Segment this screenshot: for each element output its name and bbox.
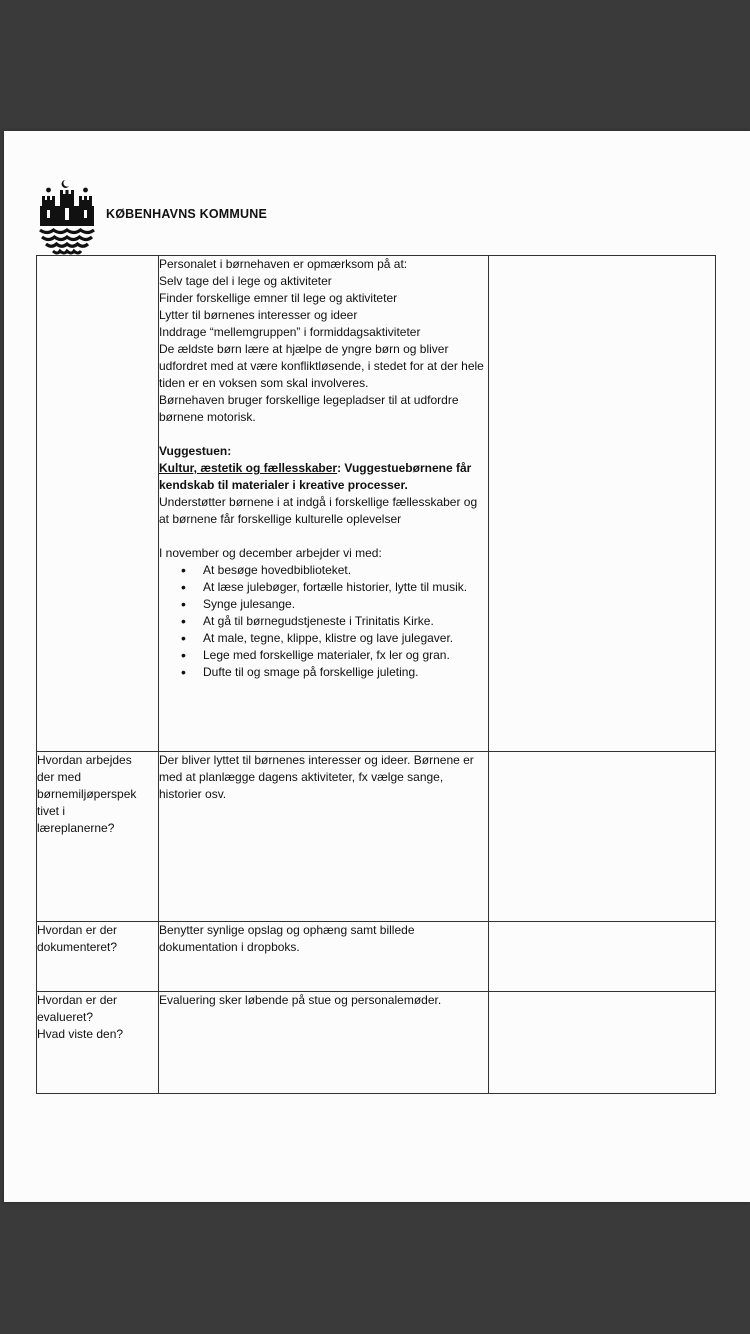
text-line: Finder forskellige emner til lege og aktiviteter xyxy=(159,291,398,305)
question-cell xyxy=(37,256,159,752)
answer-text: Evaluering sker løbende på stue og personalemøder. xyxy=(159,993,442,1007)
intro-text: Personalet i børnehaven er opmærksom på at: xyxy=(159,257,408,271)
table-row xyxy=(37,752,716,922)
answer-text: Der bliver lyttet til børnenes interesser og ideer. Børnene er med at planlægge dagens aktiviteter, fx vælge sange, historier osv. xyxy=(159,753,474,801)
table-row xyxy=(37,256,716,752)
question-line: Hvordan arbejdes xyxy=(37,753,132,767)
question-line: dokumenteret? xyxy=(37,940,118,954)
notes-cell xyxy=(489,256,716,752)
question-line: Hvordan er der xyxy=(37,993,118,1007)
vuggestuen-heading: Vuggestuen: xyxy=(159,444,232,458)
list-item: • Synge julesange. xyxy=(203,596,488,613)
notes-cell xyxy=(489,992,716,1094)
table-row xyxy=(37,922,716,992)
document-header xyxy=(38,178,267,256)
learning-plan-table xyxy=(36,255,716,1094)
text-line: Inddrage “mellemgruppen” i formiddagsaktiviteter xyxy=(159,325,421,339)
question-cell xyxy=(37,752,159,922)
answer-cell xyxy=(159,992,489,1094)
question-line: der med xyxy=(37,770,82,784)
answer-cell xyxy=(159,922,489,992)
question-cell xyxy=(37,992,159,1094)
copenhagen-coat-of-arms-icon xyxy=(38,178,96,256)
list-item: • Lege med forskellige materialer, fx ler og gran. xyxy=(203,647,488,664)
text-line: De ældste børn lære at hjælpe de yngre børn og bliver udfordret med at være konfliktløsende, i stedet for at der hele tiden er en voksen som skal involveres. xyxy=(159,342,484,390)
text-line: Selv tage del i lege og aktiviteter xyxy=(159,274,332,288)
kultur-text: Understøtter børnene i at indgå i forskellige fællesskaber og at børnene får forskellige kulturelle oplevelser xyxy=(159,495,478,526)
list-item: • At male, tegne, klippe, klistre og lave julegaver. xyxy=(203,630,488,647)
question-line: læreplanerne? xyxy=(37,821,115,835)
question-line: Hvad viste den? xyxy=(37,1027,124,1041)
answer-cell xyxy=(159,752,489,922)
table-row xyxy=(37,992,716,1094)
kultur-paragraph xyxy=(159,460,488,494)
notes-cell xyxy=(489,752,716,922)
document-page xyxy=(4,131,750,1202)
answer-cell xyxy=(159,256,489,752)
list-item: • At besøge hovedbiblioteket. xyxy=(203,562,488,579)
activity-list xyxy=(159,562,488,681)
list-item: • At gå til børnegudstjeneste i Trinitatis Kirke. xyxy=(203,613,488,630)
kultur-bold-text: : Vuggestuebørnene får kendskab til materialer i kreative processer. xyxy=(159,461,472,492)
text-line: Lytter til børnenes interesser og ideer xyxy=(159,308,358,322)
question-line: Hvordan er der xyxy=(37,923,118,937)
question-line: tivet i xyxy=(37,804,66,818)
list-item: • Dufte til og smage på forskellige juleting. xyxy=(203,664,488,681)
question-cell xyxy=(37,922,159,992)
question-line: evalueret? xyxy=(37,1010,94,1024)
november-intro: I november og december arbejder vi med: xyxy=(159,546,382,560)
list-item: • At læse julebøger, fortælle historier, lytte til musik. xyxy=(203,579,488,596)
answer-text: Benytter synlige opslag og ophæng samt billede dokumentation i dropboks. xyxy=(159,923,415,954)
kultur-label: Kultur, æstetik og fællesskaber xyxy=(159,461,338,475)
notes-cell xyxy=(489,922,716,992)
organization-name: KØBENHAVNS KOMMUNE xyxy=(106,207,268,221)
text-line: Børnehaven bruger forskellige legepladser til at udfordre børnene motorisk. xyxy=(159,393,459,424)
question-line: børnemiljøperspek xyxy=(37,787,137,801)
